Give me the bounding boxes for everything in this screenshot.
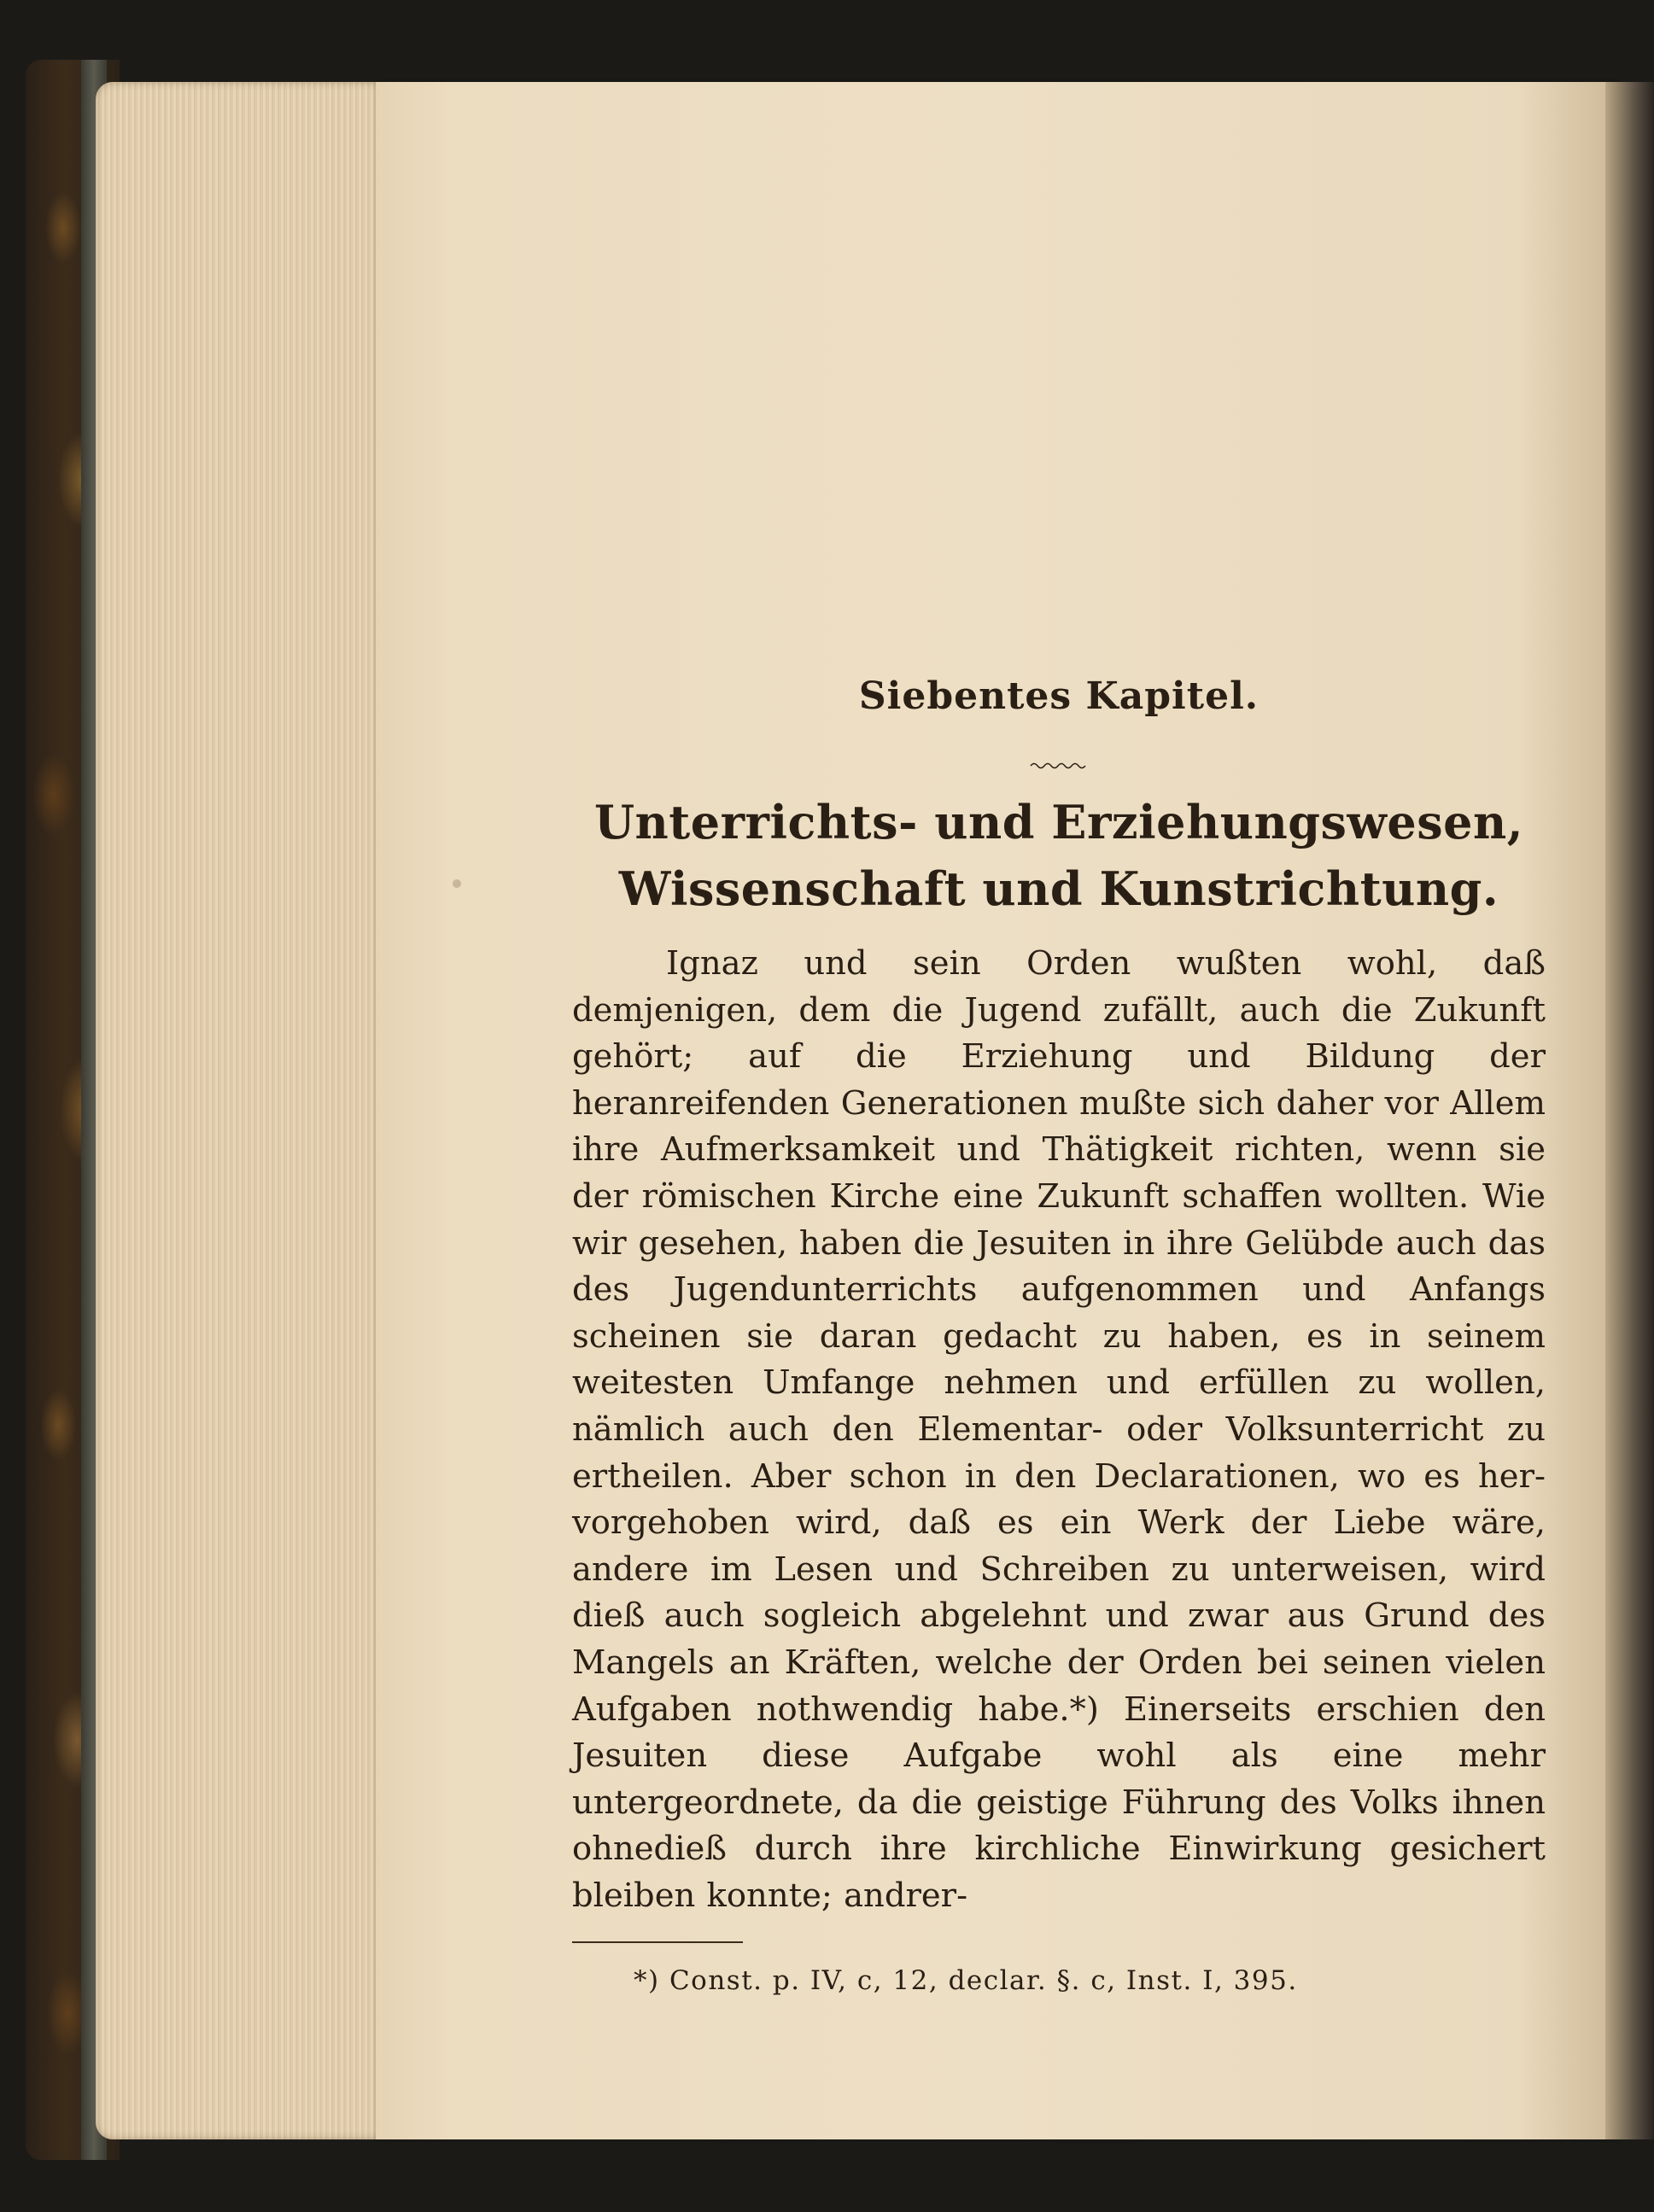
chapter-title: Siebentes Kapitel. (858, 674, 1259, 718)
paper-mark (453, 879, 461, 888)
footnote: *) Const. p. IV, c, 12, declar. §. c, Inst. I, 395. (634, 1965, 1298, 1997)
page-block-edges (96, 82, 386, 2139)
next-page-edge (1605, 82, 1654, 2139)
body-paragraph: Ignaz und sein Orden wußten wohl, daß demjenigen, dem die Jugend zufällt, auch die Zukunft gehört; auf die Erziehung und Bildung der heranreifenden Generationen mußte sich daher vor Allem ihre Aufmerksamkeit und Thätigkeit richten, wenn sie der römischen Kirche eine Zukunft schaffen wollten. Wie wir gesehen, haben die Jesuiten in ihre Gelübde auch das des Jugendunterrichts aufgenommen und Anfangs scheinen sie daran gedacht zu haben, es in seinem weitesten Umfange nehmen und erfüllen zu wollen, nämlich auch den Elementar- oder Volksunterricht zu ertheilen. Aber schon in den Declarationen, wo es hervorgehoben wird, daß es ein Werk der Liebe wäre, andere im Lesen und Schreiben zu unterweisen, wird dieß auch sogleich abgelehnt und zwar aus Grund des Mangels an Kräften, welche der Orden bei seinen vielen Aufgaben nothwendig habe.*) Einerseits erschien den Jesuiten diese Aufgabe wohl als eine mehr untergeordnete, da die geistige Führung des Volks ihnen ohnedieß durch ihre kirchliche Einwirkung gesichert bleiben konnte; andrer- (572, 944, 1546, 1915)
ornament-divider (1029, 760, 1089, 772)
footnote-rule (572, 1941, 743, 1943)
page-content (572, 666, 1546, 1996)
section-title: Unterrichts- und Erziehungswesen, Wissenschaft und Kunstrichtung. (593, 795, 1524, 916)
